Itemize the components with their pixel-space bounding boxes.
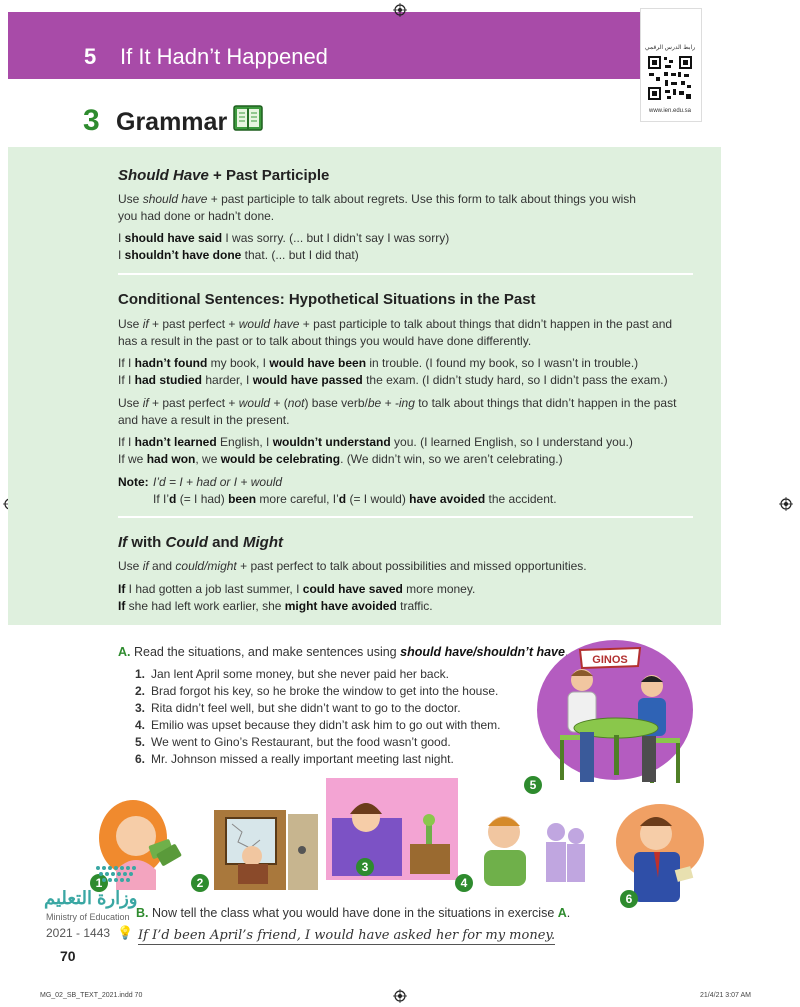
panel-divider xyxy=(118,273,693,275)
conditional-example-1: If I hadn’t found my book, I would have been in trouble. (I found my book, so I wasn’t in trouble.) xyxy=(118,356,639,370)
ministry-arabic: وزارة التعليم xyxy=(44,888,138,908)
should-have-description: Use should have + past participle to talk about regrets. Use this form to talk about things you wish you had done or hadn’t done. xyxy=(118,192,636,223)
upset-boy-illustration xyxy=(472,806,588,892)
conditional-example-2: If I had studied harder, I would have passed the exam. (I didn’t study hard, so I didn’t pass the exam.) xyxy=(118,373,668,387)
list-item: 5. We went to Gino’s Restaurant, but the food wasn’t good. xyxy=(135,735,451,749)
could-might-heading: If with Could and Might xyxy=(118,534,283,551)
list-item: 2. Brad forgot his key, so he broke the window to get into the house. xyxy=(135,684,499,698)
academic-year: 2021 - 1443 xyxy=(46,926,111,940)
situation-list xyxy=(135,666,501,768)
picture-number-2: 2 xyxy=(191,874,209,892)
conditional-example-4: If we had won, we would be celebrating. (We didn’t win, so we aren’t celebrating.) xyxy=(118,452,563,466)
book-icon xyxy=(233,103,263,133)
picture-number-3: 3 xyxy=(356,858,374,876)
could-might-example-1: If I had gotten a job last summer, I could have saved more money. xyxy=(118,582,476,596)
list-item: 1. Jan lent April some money, but she never paid her back. xyxy=(135,667,449,681)
could-might-description: Use if and could/might + past perfect to talk about possibilities and missed opportunities. xyxy=(118,559,587,573)
exercise-b-instructions: B. Now tell the class what you would have done in the situations in exercise A. xyxy=(136,906,571,920)
list-item: 3. Rita didn’t feel well, but she didn’t want to go to the doctor. xyxy=(135,701,461,715)
section-title: Grammar xyxy=(116,108,228,136)
registration-mark-icon xyxy=(779,497,793,511)
should-have-example-2: I shouldn’t have done that. (... but I did that) xyxy=(118,248,359,262)
registration-mark-icon xyxy=(393,989,407,1003)
ginos-sign-text: GINOS xyxy=(592,654,628,666)
registration-mark-icon xyxy=(393,3,407,17)
conditional-description-2: Use if + past perfect + would + (not) base verb/be + -ing to talk about things that didn’t happen in the past and have a result in the present. xyxy=(118,396,677,427)
picture-number-5: 5 xyxy=(524,776,542,794)
boy-breaking-window-illustration xyxy=(208,800,326,892)
note-label: Note: xyxy=(118,475,149,489)
picture-number-6: 6 xyxy=(620,890,638,908)
list-item: 6. Mr. Johnson missed a really important meeting last night. xyxy=(135,752,454,766)
restaurant-illustration xyxy=(520,640,698,800)
footer-date-info: 21/4/21 3:07 AM xyxy=(700,992,751,999)
could-might-example-2: If she had left work earlier, she might have avoided traffic. xyxy=(118,599,433,613)
unit-title: If It Hadn’t Happened xyxy=(120,44,328,69)
unit-number: 5 xyxy=(84,44,97,69)
exercise-a-instructions: A. Read the situations, and make sentences using should have/shouldn’t have. xyxy=(118,645,569,659)
footer-file-info: MG_02_SB_TEXT_2021.indd 70 xyxy=(40,992,143,999)
unit-banner xyxy=(8,12,698,79)
list-item: 4. Emilio was upset because they didn’t ask him to go out with them. xyxy=(135,718,501,732)
picture-number-1: 1 xyxy=(90,874,108,892)
panel-divider xyxy=(118,516,693,518)
page-number: 70 xyxy=(60,948,76,964)
conditional-example-3: If I hadn’t learned English, I wouldn’t understand you. (I learned English, so I understand you.) xyxy=(118,435,633,449)
ministry-logo-icon xyxy=(92,862,172,884)
qr-url: www.ien.edu.sa xyxy=(648,108,692,114)
conditional-heading: Conditional Sentences: Hypothetical Situations in the Past xyxy=(118,291,536,308)
lightbulb-icon: 💡 xyxy=(117,925,134,940)
section-number: 3 xyxy=(83,104,100,137)
example-answer: If I’d been April’s friend, I would have asked her for my money. xyxy=(138,928,556,943)
should-have-example-1: I should have said I was sorry. (... but I didn’t say I was sorry) xyxy=(118,231,450,245)
qr-code-icon[interactable] xyxy=(647,55,693,101)
picture-number-4: 4 xyxy=(455,874,473,892)
ministry-english: Ministry of Education xyxy=(46,912,130,922)
note-line-2: If I’d (= I had) been more careful, I’d (= I would) have avoided the accident. xyxy=(153,492,557,506)
girl-sick-in-bed-illustration xyxy=(326,778,458,880)
qr-label: رابط الدرس الرقمي xyxy=(644,45,696,51)
note-line-1: I’d = I + had or I + would xyxy=(153,475,283,489)
conditional-description-1: Use if + past perfect + would have + past participle to talk about things that didn’t happen in the past and has a result in the past or to talk about things you would have done differently. xyxy=(118,317,673,348)
should-have-heading: Should Have + Past Participle xyxy=(118,167,330,184)
